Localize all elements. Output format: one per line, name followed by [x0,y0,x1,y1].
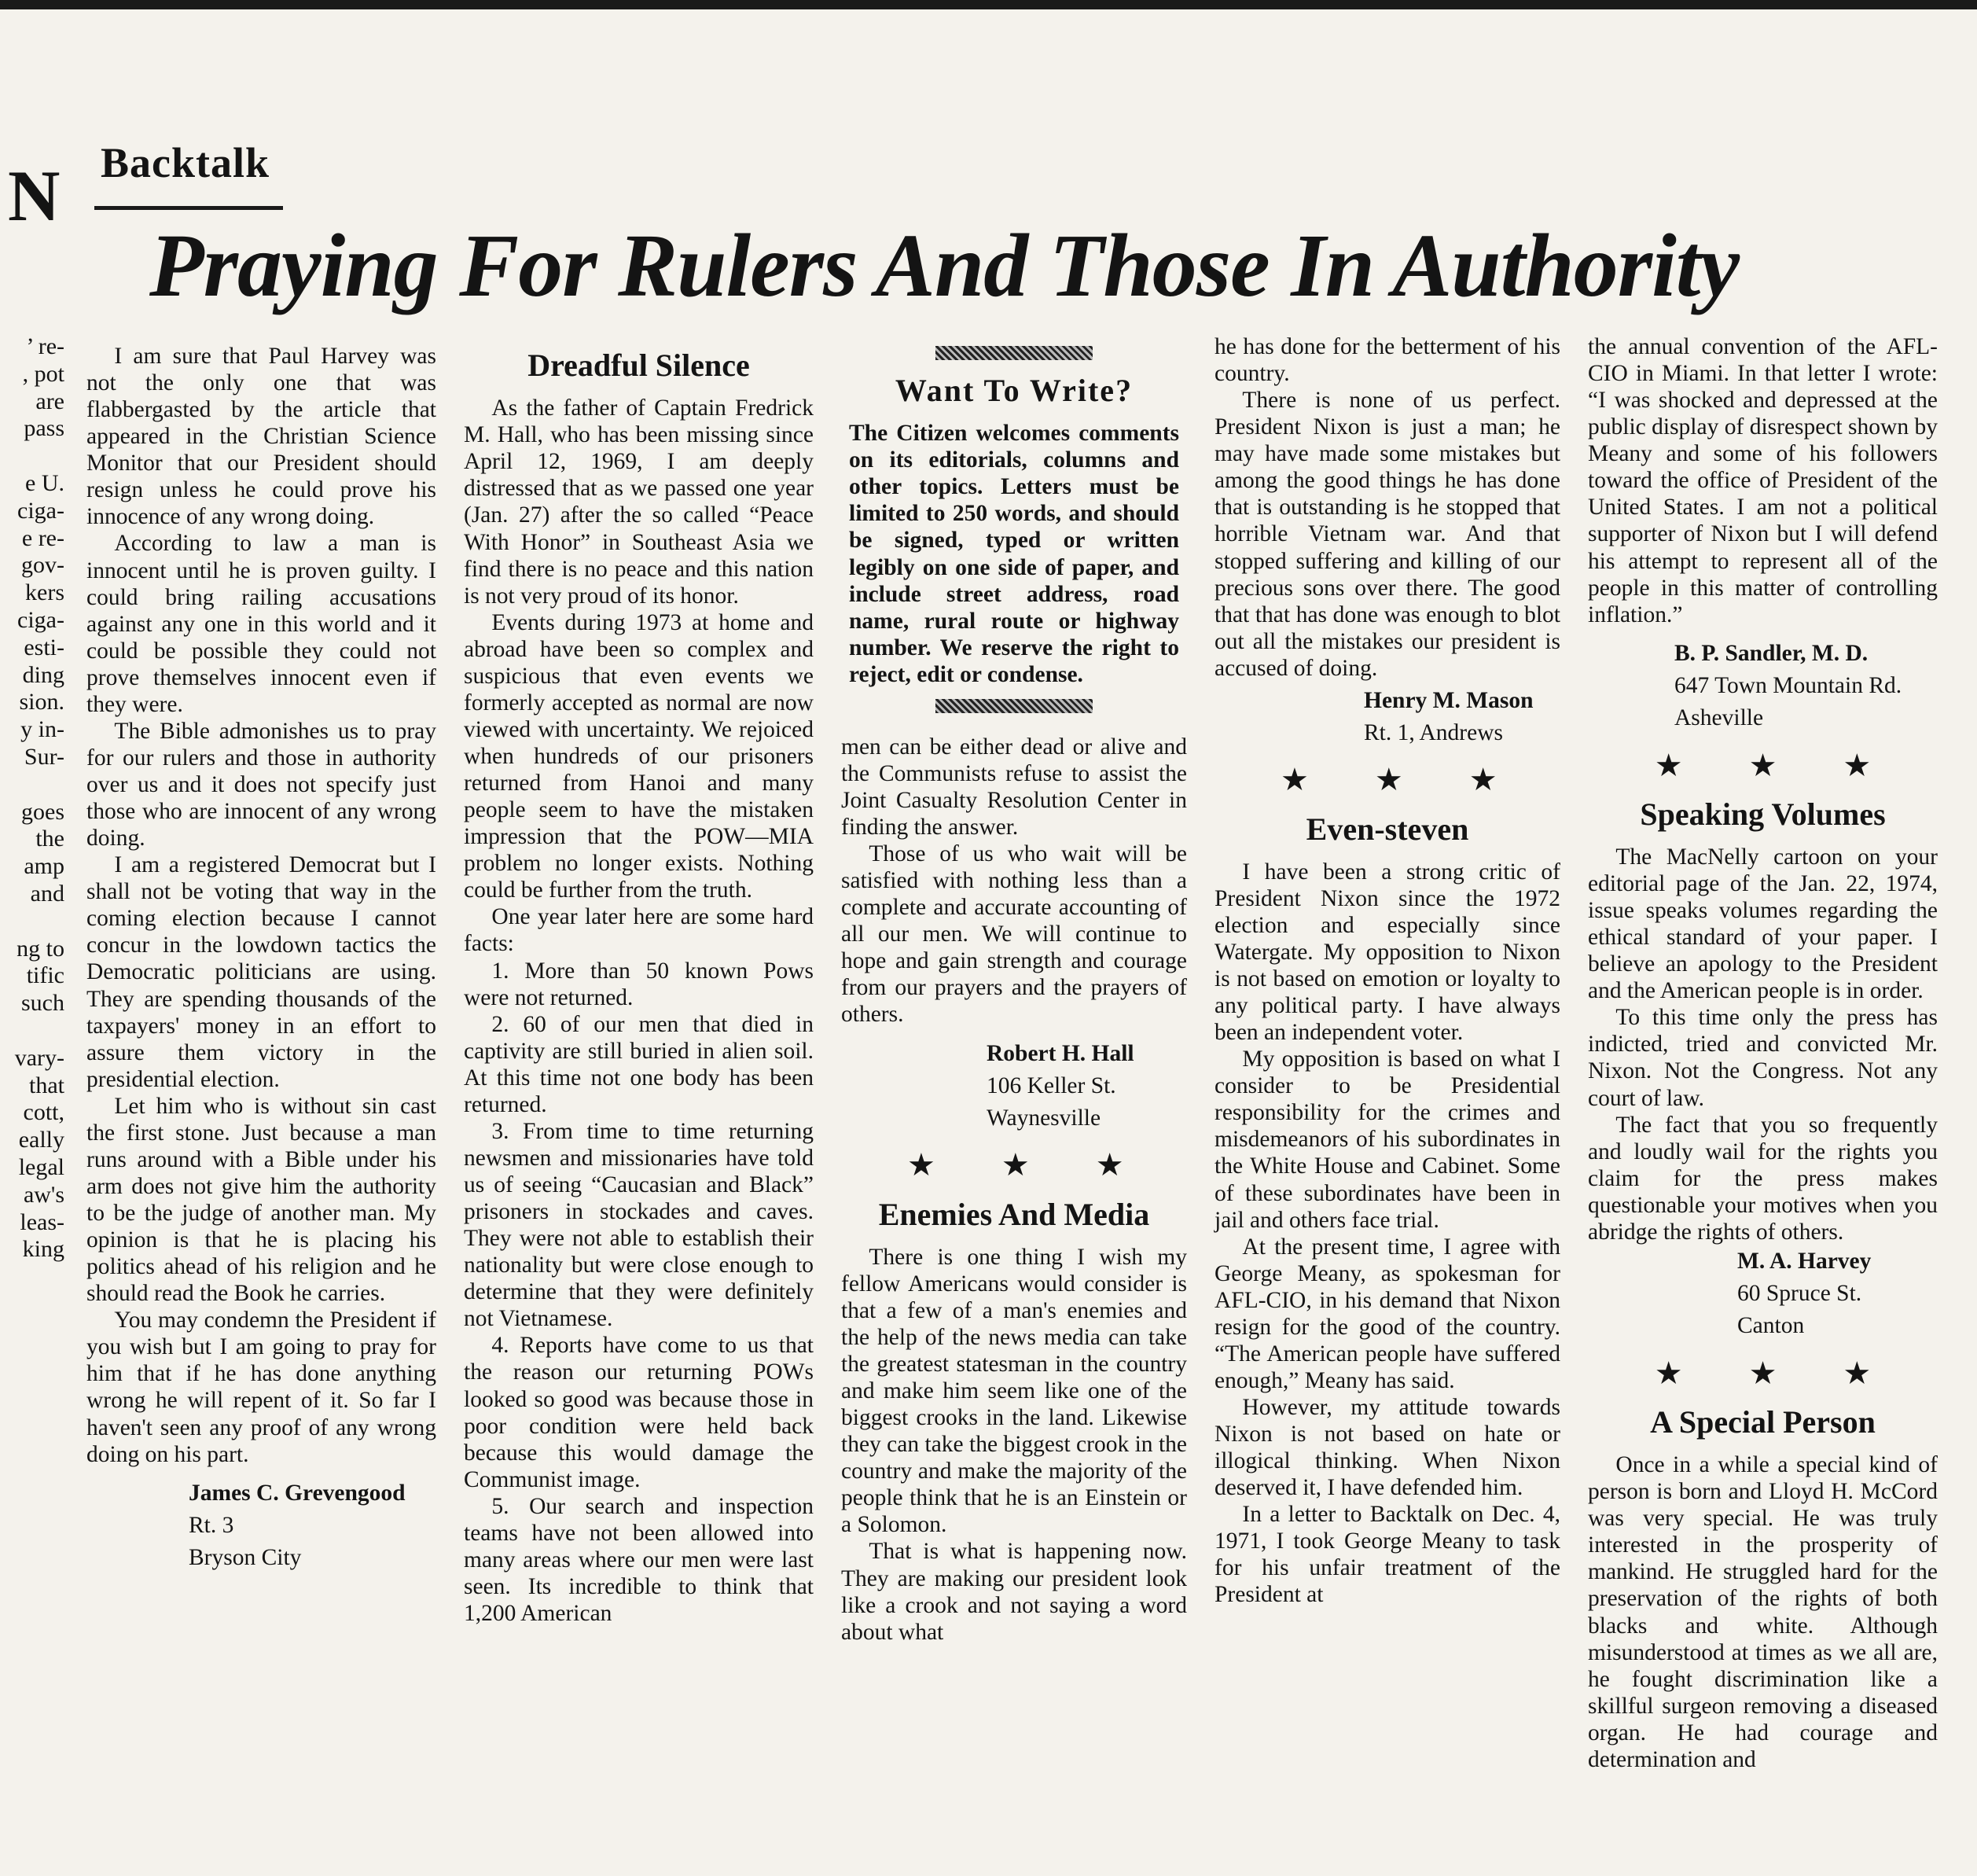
paragraph: men can be either dead or alive and the Communists refuse to assist the Joint Casualty Resolution Center in finding the answer. [841,734,1187,840]
letters-right-column [1588,333,1938,1773]
edge-line: tific [26,962,64,989]
kicker-rule [94,206,283,210]
signature-address: Rt. 3 [189,1512,234,1538]
paragraph: The Bible admonishes us to pray for our rulers and those in authority over us and it does not specify just those who are innocent of any wrong doing. [86,718,436,852]
edge-line: gov- [21,552,64,579]
edge-line: ding [22,661,64,688]
signature-town: Canton [1737,1313,1805,1339]
star-divider: ★★★ [907,1147,1190,1183]
box-body: The Citizen welcomes comments on its editorials, columns and other topics. Letters must be limited to 250 words, and should be signed, typed or written legibly on one side of paper, and include street address, road name, rural route or highway number. We reserve the right to reject, edit or condense. [849,421,1179,687]
signature-name: Henry M. Mason [1364,687,1534,713]
paragraph: The MacNelly cartoon on your editorial page of the Jan. 22, 1974, issue speaks volumes regarding the ethical standard of your paper. I believe an apology to the President and the American people is in order. [1588,844,1938,1004]
edge-line: ciga- [17,497,64,524]
signature-address: 647 Town Mountain Rd. [1674,672,1902,698]
signature-address: 60 Spruce St. [1737,1281,1862,1307]
letter-mason-and-sandler [1214,333,1564,1609]
letter-hall-continued [841,734,1187,1028]
letter-title: Even-steven [1306,811,1469,847]
edge-line: ciga- [17,606,64,633]
paragraph: I am sure that Paul Harvey was not the only one that was flabbergasted by the article that appeared in the Christian Science Monitor that our President should resign unless he could prove his innocence of any wrong doing. [86,344,436,530]
page-top-border [0,0,1977,9]
edge-column [0,333,64,1264]
paragraph: One year later here are some hard facts: [464,904,814,957]
edge-line: amp [24,853,64,880]
paragraph: he has done for the betterment of his country. [1214,334,1560,387]
signature-address: 106 Keller St. [987,1072,1116,1098]
edge-line: leas- [20,1208,64,1235]
edge-line: vary- [14,1044,64,1071]
letter-hall [464,333,814,1627]
star-divider: ★★★ [1281,762,1564,798]
edge-line: that [29,1072,64,1098]
paragraph: That is what is happening now. They are making our president look like a crook and not saying a word about what [841,1539,1187,1645]
letter-title: Enemies And Media [878,1196,1150,1232]
edge-line: e U. [25,469,64,496]
edge-line: y in- [20,716,64,743]
paragraph: I have been a strong critic of President Nixon since the 1972 election and especially since Watergate. My opposition to Nixon is not based on emotion or loyalty to any political party. I have always been an independent voter. [1214,859,1560,1046]
paragraph: The fact that you so frequently and loudly wail for the rights you claim for the press makes questionable your motives when you abridge the rights of others. [1588,1112,1938,1245]
box-rule [935,346,1093,360]
paragraph: I am a registered Democrat but I shall not be voting that way in the coming election because I cannot concur in the lowdown tactics the Democratic politicians are using. They are spending thousands of the taxpayers' money in an effort to assure them victory in the presidential election. [86,852,436,1092]
paragraph: 4. Reports have come to us that the reason our returning POWs looked so good was because those in poor condition were held back because this would damage the Communist image. [464,1333,814,1492]
paragraph: Once in a while a special kind of person is born and Lloyd H. McCord was very special. He was truly interested in the prosperity of mankind. He struggled hard for the preservation of the rights of both blacks and white. Although misunderstood at times as we all are, he fought discrimination like a skillful surgeon removing a diseased organ. He had courage and determination and [1588,1452,1938,1772]
signature [987,1038,1187,1135]
paragraph: My opposition is based on what I consider to be Presidential responsibility for the crimes and misdemeanors of his subordinates in the White House and Cabinet. Some of these subordinates have been in jail and others face trial. [1214,1047,1560,1233]
paragraph: 1. More than 50 known Pows were not returned. [464,958,814,1010]
edge-line: pass [24,415,64,442]
paragraph: Those of us who wait will be satisfied with nothing less than a complete and accurate accounting of all our men. We will continue to hope and gain strength and courage from our prayers and the prayers of others. [841,841,1187,1028]
paragraph: Events during 1973 at home and abroad have been so complex and suspicious that even events we formerly accepted as normal are now viewed with uncertainty. We rejoiced when hundreds of our prisoners returned from Hanoi and many people seem to have the mistaken impression that the POW—MIA problem no longer exists. Nothing could be further from the truth. [464,609,814,903]
paragraph: To this time only the press has indicted, tried and convicted Mr. Nixon. Not the Congress. Not any court of law. [1588,1005,1938,1111]
signature-town: Waynesville [987,1105,1101,1131]
edge-line: aw's [23,1181,64,1208]
paragraph: 3. From time to time returning newsmen and missionaries have told us of seeing “Caucasian and Black” prisoners in stockades and caves. They were not able to establish their nationality but were close enough to determine that they were definitely not Vietnamese. [464,1118,814,1332]
edge-line [0,771,64,799]
edge-line: goes [21,798,64,825]
paragraph: the annual convention of the AFL-CIO in Miami. In that letter I wrote: “I was shocked and depressed at the public display of disrespect shown by Meany and some of his followers toward the office of President of the United States. I am not a political supporter of Nixon but I will defend his attempt to represent all of the people in this matter of controlling inflation.” [1588,334,1938,627]
edge-line: king [22,1236,64,1263]
want-to-write-box [841,333,1190,1646]
edge-line: and [30,880,64,907]
signature-town: Bryson City [189,1545,302,1571]
edge-line: the [35,826,64,852]
signature-name: B. P. Sandler, M. D. [1674,640,1869,666]
signature-town: Asheville [1674,705,1764,731]
edge-line: are [35,388,64,414]
edge-line: esti- [24,634,64,660]
paragraph: In a letter to Backtalk on Dec. 4, 1971, I took George Meany to task for his unfair treatment of the President at [1214,1502,1560,1608]
edge-line: eally [18,1127,64,1153]
letter-title: A Special Person [1650,1403,1876,1440]
paragraph: However, my attitude towards Nixon is not based on hate or illogical thinking. When Nixon deserved it, I have defended him. [1214,1395,1560,1501]
edge-line: kers [25,579,64,606]
letter-title: Speaking Volumes [1640,796,1886,832]
paragraph: There is one thing I wish my fellow Americans would consider is that a few of a man's enemies and the help of the news media can take the greatest statesman in the country and make him seem like one of the biggest crooks in the land. Likewise they can take the biggest crook in the country and make the majority of the people think that he is an Einstein or a Solomon. [841,1244,1187,1538]
signature [189,1477,436,1575]
edge-line: Sur- [24,743,64,770]
star-divider: ★★★ [1654,1355,1938,1391]
edge-line: cott, [23,1099,64,1126]
paragraph: 5. Our search and inspection teams have not been allowed into many areas where our men were last seen. Its incredible to think that 1,200 American [464,1493,814,1626]
edge-line: ng to [17,935,64,962]
edge-line: such [21,990,64,1017]
signature-name: M. A. Harvey [1737,1248,1872,1274]
section-kicker: Backtalk [101,139,270,186]
edge-line: sion. [19,689,64,715]
letter-grevengood [86,343,436,1575]
paragraph: According to law a man is innocent until he is proven guilty. I could bring railing accusations against any one in this world and it could be possible they could not prove themselves innocent even if they were. [86,531,436,717]
page-headline: Praying For Rulers And Those In Authority [149,215,1740,315]
paragraph: As the father of Captain Fredrick M. Hall, who has been missing since April 12, 1969, I am deeply distressed that as we passed one year (Jan. 27) after the so called “Peace With Honor” in Southeast Asia we find there is no peace and this nation is not very proud of its honor. [464,395,814,609]
edge-line: , pot [22,360,64,387]
edge-line: e re- [21,524,64,551]
paragraph: There is none of us perfect. President Nixon is just a man; he may have made some mistakes but among the good things he has done that is outstanding is he stopped that horrible Vietnam war. And that stopped suffering and killing of our precious sons over there. The good that that has done was enough to blot out all the mistakes our president is accused of doing. [1214,388,1560,681]
paragraph: At the present time, I agree with George Meany, as spokesman for AFL-CIO, in his demand that Nixon resign for the good of the country. “The American people have suffered enough,” Meany has said. [1214,1234,1560,1393]
signature [1364,685,1560,750]
paragraph: You may condemn the President if you wish but I am going to pray for him that if he has done anything wrong he will repent of it. So far I haven't seen any proof of any wrong doing on his part. [86,1308,436,1467]
signature-address: Rt. 1, Andrews [1364,720,1503,746]
edge-line [0,1017,64,1045]
paragraph: 2. 60 of our men that died in captivity are still buried in alien soil. At this time not one body has been returned. [464,1011,814,1117]
signature-name: Robert H. Hall [987,1040,1134,1066]
edge-line [0,443,64,470]
letter-title: Dreadful Silence [527,348,750,383]
box-rule [935,699,1093,713]
signature-name: James C. Grevengood [189,1480,406,1506]
box-title: Want To Write? [895,373,1134,408]
edge-line: legal [18,1153,64,1180]
paragraph: Let him who is without sin cast the first stone. Just because a man runs around with a Bible under his arm does not give him the authority to be the judge of another man. My opinion is that he is placing his politics ahead of his religion and he should read the Book he carries. [86,1093,436,1307]
signature [1674,638,1938,735]
edge-line [0,908,64,936]
edge-line: ’ re- [26,333,64,359]
star-divider: ★★★ [1654,747,1938,783]
adjacent-headline-fragment: N [8,156,61,236]
signature [1737,1245,1938,1343]
